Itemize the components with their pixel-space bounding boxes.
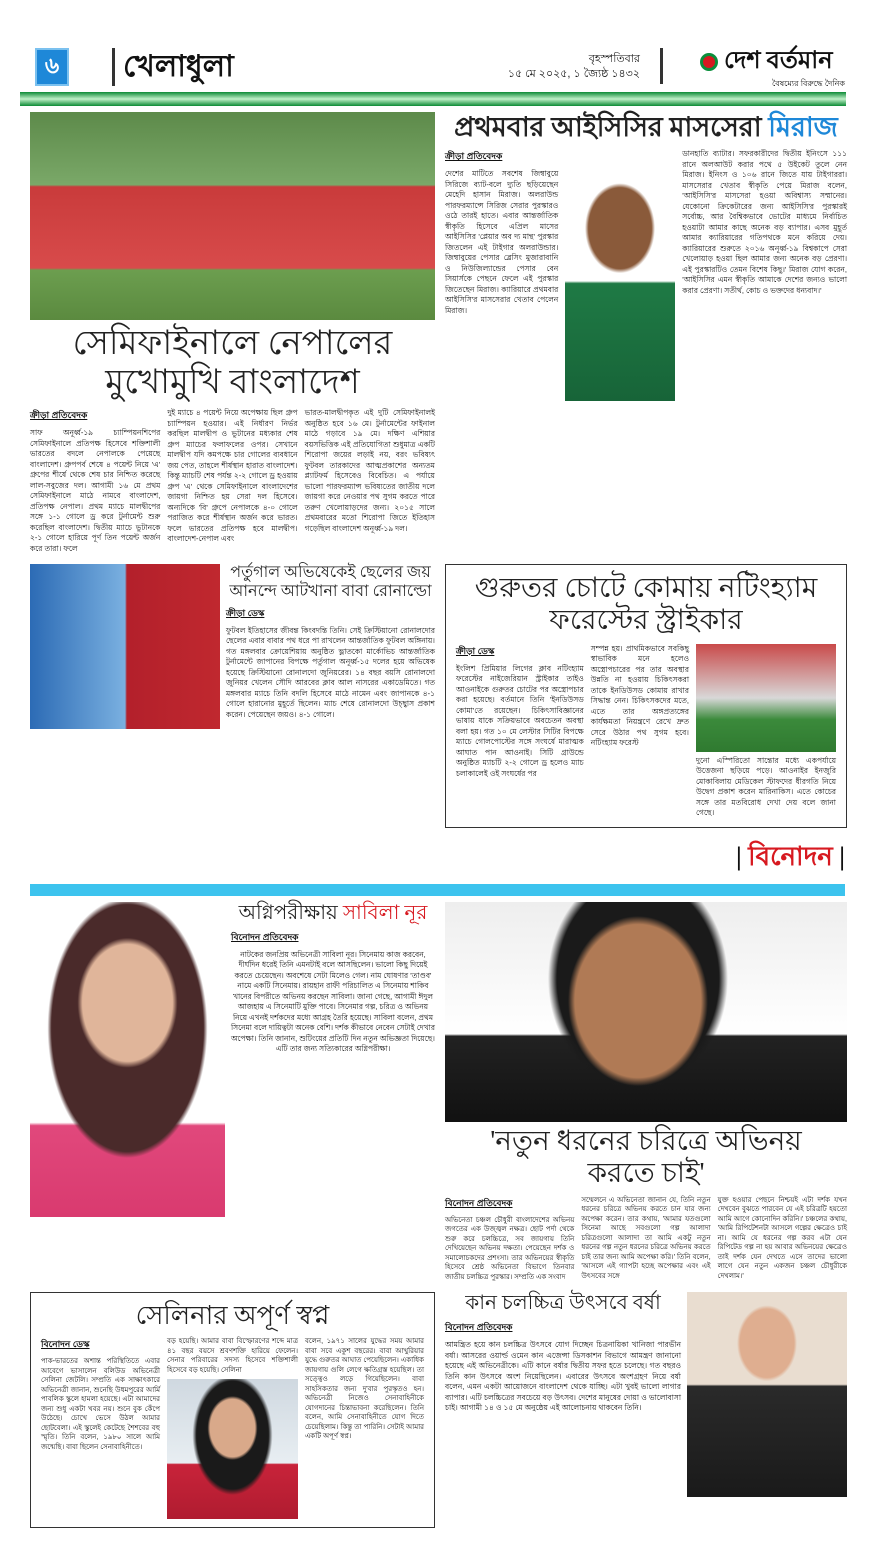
article-text: অভিনেতা চঞ্চল চৌধুরী বাংলাদেশের অভিনয় জগতের এক উজ্জ্বল নক্ষত্র। ছোট পর্দা থেকে শুরু করে চলচ্চিত্রে, সব জায়গায় তিনি দেখিয়েছেন অভিনয় দক্ষতা। পেয়েছেন দর্শক ও সমালোচকদের প্রশংসা। তার অভিনয়ের স্বীকৃতি হিসেবে শ্রেষ্ঠ অভিনেতা বিভাগে তিনবার জাতীয় চলচ্চিত্র পুরস্কার। সম্প্রতি এক সংবাদ [445,1216,575,1281]
article-text: দেশের মাটিতে সবশেষ জিম্বাবুয়ে সিরিজে ব্যাট-বলে দ্যুতি ছড়িয়েছেন মেহেদি হাসান মিরাজ। অলরাউন্ড পারফরম্যান্সে সিরিজ সেরার পুরস্কারও ওঠে তারই হাতে। এবার আন্তর্জাতিক স্বীকৃতি হিসেবে এপ্রিল মাসের আইসিসির 'প্লেয়ার অব দ্য মান্থ' পুরস্কার জিতলেন এই টাইগার অলরাউন্ডার। জিম্বাবুয়ের পেসার ব্লেসিং মুজারাবানি ও নিউজিল্যান্ডের পেসার বেন সিয়ার্সকে পেছনে ফেলে এই পুরস্কার জিতেছেন মিরাজ। ক্যারিয়ারে প্রথমবার আইসিসি'র মাসসেরার খেতাব পেলেন মিরাজ। [445,169,559,315]
nottingham-col2: সম্পন্ন হয়। প্রাথমিকভাবে সবকিছু স্বাভাবিক মনে হলেও অস্ত্রোপচারের পর তার অবস্থার উন্নতি না হওয়ায় চিকিৎসকরা তাকে ইনডিউসড কোমায় রাখার সিদ্ধান্ত নেন। চিকিৎসকদের মতে, এতে তার অঙ্গপ্রত্যঙ্গের কার্যক্ষমতা নিয়ন্ত্রণে রেখে দ্রুত সেরে উঠার পথ সুগম হবে। নটিংহ্যাম ফরেস্ট [590,643,689,748]
nottingham-col3: দুনো এস্পিরিতো সান্তোর মধ্যে একপর্যায়ে উত্তেজনা ছড়িয়ে পড়ে। আওনাইর ইনজুরি মোকাবিলায় মেডিকেল স্টাফদের ধীরগতি নিয়ে উদ্বেগ প্রকাশ করেন মারিনাকিস। এতে কোচের সঙ্গে তার মতবিরোধ দেখা দেয় বলে জানা গেছে। [696,755,836,818]
borsha-headline: কান চলচ্চিত্র উৎসবে বর্ষা [465,1292,661,1315]
miraj-col1 [445,149,558,316]
byline: ক্রীড়া প্রতিবেদক [30,410,88,421]
semifinal-headline [30,324,435,402]
miraj-photo [565,161,675,401]
miraj-headline [445,112,847,143]
selina-columns [41,1337,424,1519]
chanchal-photo [445,902,847,1122]
sabila-text [231,902,435,1055]
byline: ক্রীড়া ডেস্ক [456,645,495,656]
headline-text: অগ্নিপরীক্ষায় [238,901,338,924]
entertainment-bottom-row [30,1292,845,1528]
nottingham-columns [456,644,836,819]
ronaldo-text [226,564,435,720]
ronaldo-article [30,564,435,729]
headline-line: আনন্দে আটখানা বাবা রোনাল্ডো [229,582,432,600]
article-text: ইংলিশ প্রিমিয়ার লিগের ক্লাব নটিংহ্যাম ফরেস্টের নাইজেরিয়ান স্ট্রাইকার তাইও আওনাইকে গুরুতর চোটের পর অস্ত্রোপচার করা হয়েছে। বর্তমানে তিনি 'ইনডিউসড কোমা'তে রয়েছেন। চিকিৎসাবিজ্ঞানের ভাষায় যাকে সক্রিয়ভাবে অবচেতন অবস্থা বলা হয়। গত ১০ মে লেস্টার সিটির বিপক্ষে ম্যাচে গোলপোস্টের সঙ্গে সংঘর্ষে মারাত্মক আঘাত পান আওনাই। সিটি গ্রাউন্ডে অনুষ্ঠিত ম্যাচটি ২-২ গোলে ড্র হলেও ম্যাচ চলাকালেই ওই সংঘর্ষের পর [456,663,584,778]
headline-line: গুরুতর চোটে কোমায় নটিংহ্যাম [474,573,818,605]
header-divider [660,48,663,84]
chanchal-headline [445,1126,847,1190]
chanchal-columns [445,1196,847,1283]
byline: বিনোদন প্রতিবেদক [231,931,299,942]
issue-date-text: ১৫ মে ২০২৫, ১ জ্যৈষ্ঠ ১৪৩২ [507,68,640,80]
sabila-article [30,902,435,1217]
tagline: বৈষম্যের বিরুদ্ধে দৈনিক [772,79,845,88]
chanchal-col1 [445,1196,574,1283]
article-text: আমন্ত্রিত হয়ে কান চলচ্চিত্র উৎসবে যোগ দিচ্ছেন চিত্রনায়িকা খানিজা পারভীন বর্ষা। আসরের ওয়ার্ল্ড ওমেন কান এজেন্সা ডিসকাশন বিভাগে আমন্ত্রণ জানানো হয়েছে এই অভিনেত্রীকে। এটি কানে বর্ষার দ্বিতীয় সফর হতে চলেছে। গত বছরও তিনি কান উৎসবে অংশ নিয়েছিলেন। এবারের উৎসবে অংশগ্রহণ নিয়ে বর্ষা বলেন, এমন একটা আয়োজনে বাংলাদেশ থেকে যাচ্ছি। এটা খুবই ভালো লাগার ব্যাপার। এটি চলচ্চিত্রের সবচেয়ে বড় উৎসব। দেশের মানুষের দোয়া ও ভালোবাসা চাই। আগামী ১৪ ও ১৫ মে অনুষ্ঠেয় এই আলোচনায় থাকবেন তিনি। [445,1340,681,1413]
newspaper-logo [700,46,833,76]
logo-text: দেশ বর্তমান [724,48,833,74]
sabila-photo [30,902,225,1217]
byline: বিনোদন ডেস্ক [41,1339,90,1350]
byline: বিনোদন প্রতিবেদক [445,1197,513,1208]
logo-emblem-icon [700,53,718,71]
article-text: পাক-ভারতের অশান্ত পরিস্থিতিতে এবার আবেগে ভাসালেন বলিউড অভিনেত্রী সেলিনা জেটলি। সম্প্রতি এক সাক্ষাৎকারে অভিনেত্রী জানান, শুনেছি উধমপুরের আর্মি পাবলিক স্কুলে হামলা হয়েছে। এটা আমাদের জন্য শুধু একটা খবর নয়। শুনে বুক কেঁপে উঠেছে। চোখে ভেসে উঠল আমার ছোটবেলা। এই স্কুলেই কেটেছে শৈশবের বহু স্মৃতি। তিনি বলেন, ১৯৮০ সালে আমি জন্মেছি। বাবা ছিলেন সেনাবাহিনীতে। [41,1358,161,1451]
headline-accent: সাবিলা নূর [342,901,428,924]
entertainment-bar [30,884,845,896]
headline-line: ফরেস্টের স্ট্রাইকার [549,605,743,637]
selina-headline: সেলিনার অপূর্ণ স্বপ্ন [135,1301,330,1331]
entertainment-section-label: | বিনোদন | [735,841,845,871]
nottingham-photo-col [696,644,836,819]
nottingham-article-box [445,564,847,827]
nottingham-col1 [456,644,584,780]
selina-col2-top: বড় হয়েছি। আমার বাবা বিস্ফোরণের শব্দে মাত্র ৪১ বছর বয়সে শ্রবণশক্তি হারিয়ে ফেলেন। সেনার পরিবারের সদস্য হিসেবে শক্তিশালী হিসেবে বড় হয়েছি। সেলিনা [167,1338,298,1374]
headline-accent: মিরাজ [768,112,838,142]
sports-bottom-row [30,564,845,827]
miraj-col2: ডানহাতি ব্যাটার। সফরকারীদের দ্বিতীয় ইনিংসে ১১১ রানে অলআউট করার পথে ৫ উইকেট তুলে নেন মিরাজ। ইনিংস ও ১০৬ রানে জিতে যায় টাইগাররা। মাসসেরার খেতাব স্বীকৃতি পেয়ে মিরাজ বলেন, 'আইসিসি'র মাসসেরা হওয়া অবিশ্বাস্য সম্মানের। যেকোনো ক্রিকেটারের জন্য আইসিসি'র পুরস্কারই সর্বোচ্চ, আর বৈশ্বিকভাবে ভোটের মাধ্যমে নির্বাচিত হওয়াটা আমার কাছে অনেক বড় ব্যাপার। এসব মুহূর্ত আমার ক্যারিয়ারের গতিপথকে মনে করিয়ে দেয়। ক্যারিয়ারের শুরুতে ২০১৬ অনূর্ধ্ব-১৯ বিশ্বকাপে সেরা খেলোয়াড় হওয়া ছিল আমার জন্য অনেক বড় প্রেরণা। এই পুরস্কারটিও তেমন বিশেষ কিছু।' মিরাজ যোগ করেন, 'আইসিসির এমন স্বীকৃতি আমাকে দেশের জন্যও ভালো করার প্রেরণা। সতীর্থ, কোচ ও ভক্তদের ধন্যবাদ।' [682,149,847,295]
semi-col1 [30,408,160,554]
semi-columns [30,408,435,554]
semi-col3: ভারত-মালদ্বীপকৃত এই দুটি সেমিফাইনালই অনুষ্ঠিত হবে ১৬ মে। টুর্নামেন্টের ফাইনাল মাঠে গড়াবে ১৯ মে। দক্ষিণ এশিয়ার বয়সভিত্তিক এই প্রতিযোগিতা শুধুমাত্র একটি শিরোপা জয়ের লড়াই নয়, বরং ভবিষ্যৎ ফুটবল তারকাদের আত্মপ্রকাশের অন্যতম প্ল্যাটফর্ম হিসেবেও বিবেচিত। এ পর্যায়ে ভালো পারফরম্যান্স ভবিষ্যতের জাতীয় দলে জায়গা করে নেওয়ার পথ সুগম করতে পারে তরুণ খেলোয়াড়দের জন্য। ২০১৫ সালে প্রথমবারের মতো শিরোপা জিতে ইতিহাস গড়েছিল বাংলাদেশ অনূর্ধ্ব-১৯ দল। [304,408,435,533]
chanchal-col3: যুক্ত হওয়ার পেছনে নিশ্চয়ই এটা দর্শক যখন দেখবেন বুঝতে পারবেন যে এই চরিত্রটি হয়তো আমি আগে কোনোদিন করিনি।' চঞ্চলের কথায়, 'আমি রিপিটেশনটা আসলে গল্পের ক্ষেত্রেও চাই না। আমি যে ধরনের গল্প করব এটা যেন রিপিটেড গল্প না হয় আবার অভিনয়ের ক্ষেত্রেও তাই দর্শক যেন দেখতে এসে তাদের ভালো লাগে যেন নতুন একজন চঞ্চল চৌধুরীকে দেখলাম।' [717,1196,847,1280]
headline-text: প্রথমবার আইসিসির মাসসেরা [454,112,762,142]
borsha-photo [687,1292,847,1497]
miraj-columns [445,149,847,401]
section-title: খেলাধুলা [112,48,234,86]
section-label-text: বিনোদন [748,841,833,871]
headline-line: পর্তুগাল অভিষেকেই ছেলের জয় [230,564,431,582]
nottingham-photo [696,644,836,752]
ronaldo-photo [30,564,220,729]
byline: বিনোদন প্রতিবেদক [445,1322,513,1333]
sports-top-row [30,112,845,554]
header-green-bar [20,92,846,106]
byline: ক্রীড়া প্রতিবেদক [445,151,503,162]
page-number: ৬ [35,48,69,86]
borsha-text [445,1292,681,1414]
selina-col1 [41,1337,160,1452]
semifinal-article [30,112,435,554]
selina-photo [167,1379,298,1519]
article-text: নাটকের জনপ্রিয় অভিনেত্রী সাবিলা নূর। সিনেমায় কাজ করবেন, দীর্ঘদিন ধরেই তিনি এমনটাই বলে আসছিলেন। ভালো কিছু দিয়েই করতে চেয়েছেন। অবশেষে সেটা মিলেও গেল। নাম ঘোষণার 'তাণ্ডব' নামে একটি সিনেমায়। রায়হান রাফী পরিচালিত এ সিনেমায় শাকিব খানের বিপরীতে অভিনয় করছেন সাবিলা। জানা গেছে, আগামী ঈদুল আজহায় এ সিনেমাটি মুক্তি পাবে। সিনেমার গল্প, চরিত্র ও অভিনয় নিয়ে এখনই দর্শকদের মধ্যে আগ্রহ তৈরি হয়েছে। সাবিলা বলেন, প্রথম সিনেমা বলে দায়িত্বটা অনেক বেশি। দর্শক কীভাবে নেবেন সেটাই দেখার অপেক্ষা। তিনি জানান, শুটিংয়ের প্রতিটি দিন নতুন অভিজ্ঞতা দিয়েছে। এটি তার জন্য সত্যিকারের অগ্নিপরীক্ষা। [231,949,435,1054]
article-text: ফুটবল ইতিহাসের জীবন্ত কিংবদন্তি তিনি। সেই ক্রিস্টিয়ানো রোনালদোর ছেলের এবার বাবার পথ ধরে পা রাখলেন আন্তর্জাতিক ফুটবল অঙ্গিনায়। গত মঙ্গলবার ক্রোয়েশিয়ায় অনুষ্ঠিত ভ্লাতকো মার্কোভিচ আন্তর্জাতিক টুর্নামেন্টে জাপানের বিপক্ষে পর্তুগাল অনূর্ধ্ব-১৫ দলের হয়ে অভিষেক হয়েছে ক্রিস্টিয়ানো রোনালদো জুনিয়রের। ১৪ বছর বয়সি রোনালদো জুনিয়র খেলেন সৌদি আরবের ক্লাব আল নাসরের একাডেমিতে। গত মঙ্গলবার ম্যাচে তিনি বদলি হিসেবে মাঠে নামেন এবং জাপানকে ৪-১ গোলে হারানোর মুহূর্তে ছিলেন। ম্যাচ শেষে রোনালদো উচ্ছ্বাস প্রকাশ করেন। পেয়েছেন জয়ও। ৪-১ গোলে। [226,625,435,719]
entertainment-top-row [30,902,845,1283]
miraj-article [445,112,847,401]
headline-line: সেমিফাইনালে নেপালের [72,325,393,362]
semi-col2: দুই ম্যাচে ৪ পয়েন্ট নিয়ে অপেক্ষায় ছিল গ্রুপ চ্যাম্পিয়ন হওয়ার। এই নির্ধারণ নির্ভর করছিল মালদ্বীপ ও ভুটানের মধ্যকার শেষ গ্রুপ ম্যাচের ফলাফলের ওপর। সেখানে মালদ্বীপ যদি কমপক্ষে চার গোলের ব্যবধানে জয় পেত, তাহলে শীর্ষস্থান হারাত বাংলাদেশ। কিন্তু ম্যাচটি শেষ পর্যন্ত ২-২ গোলে ড্র হওয়ায় গ্রুপ 'এ' থেকে সেমিফাইনালে বাংলাদেশের জায়গা নিশ্চিত হয় সেরা দল হিসেবে। অন্যদিকে 'বি' গ্রুপে নেপালকে ৪-০ গোলে পরাজিত করে শীর্ষস্থান অর্জন করে ভারত। ফলে ভারতের প্রতিপক্ষ হবে মালদ্বীপ। বাংলাদেশ-নেপাল এবং [167,408,298,544]
ronaldo-headline [226,564,435,601]
issue-date [490,52,640,82]
byline: ক্রীড়া ডেস্ক [226,607,265,618]
headline-line: মুখোমুখি বাংলাদেশ [105,364,360,402]
article-text: সাফ অনূর্ধ্ব-১৯ চ্যাম্পিয়নশিপের সেমিফাইনালে প্রতিপক্ষ হিসেবে শক্তিশালী ভারতের বদলে নেপালকে পেয়েছে বাংলাদেশ। গ্রুপপর্ব শেষে ৪ পয়েন্ট নিয়ে 'এ' গ্রুপের শীর্ষে থেকে শেষ চার নিশ্চিত করেছে লাল-সবুজের দল। আগামী ১৬ মে প্রথম সেমিফাইনালে মাঠে নামবে বাংলাদেশ, প্রতিপক্ষ নেপাল। প্রথম ম্যাচে মালদ্বীপের সঙ্গে ১-১ গোলে ড্র করে টুর্নামেন্ট শুরু করেছিল বাংলাদেশ। দ্বিতীয় ম্যাচে ভুটানকে ২-১ গোলে হারিয়ে পূর্ণ তিন পয়েন্ট অর্জন করে তারা। ফলে [30,428,161,553]
chanchal-col2: সম্মেলনে এ অভিনেতা জানান যে, তিনি নতুন ধরনের চরিত্রে অভিনয় করতে চান যার জন্য অপেক্ষা করেন। তার কথায়, 'আমার যতগুলো সিনেমা আছে সবগুলো গল্প আলাদা চরিত্রগুলো আলাদা তা আমি একটু নতুন ধরনের গল্প নতুন ধরনের চরিত্রে অভিনয় করতে চাই তার জন্য আমি অপেক্ষা করি।' তিনি বলেন, 'আসলে এই গ্যাপটা হচ্ছে অপেক্ষার এবং এই উৎসবের সঙ্গে [581,1196,711,1280]
chanchal-article [445,902,847,1283]
borsha-article [445,1292,847,1497]
sabila-headline [231,902,435,925]
selina-col2 [167,1337,298,1519]
headline-line: 'নতুন ধরনের চরিত্রে অভিনয় [490,1125,802,1157]
team-photo [30,112,435,320]
nottingham-headline [456,573,836,637]
headline-line: করতে চাই' [587,1157,705,1189]
selina-article-box [30,1292,435,1528]
issue-day: বৃহস্পতিবার [588,53,640,65]
selina-col3: বলেন, ১৯৭১ সালের যুদ্ধের সময় আমার বাবা সবে একুশ বছরের। বাবা আখুরিয়ার যুদ্ধে গুরুতর আঘাত পেয়েছিলেন। একাধিক জায়গায় গুলি লেগে ক্ষতিগ্রস্ত হয়েছিল। তা সত্ত্বেও লড়ে গিয়েছিলেন। বাবা সাহসিকতার জন্য দু'বার পুরস্কৃতও হন। অভিনেত্রী নিজেও সেনাবাহিনীকে যোগদানের চিন্তাভাবনা করেছিলেন। তিনি বলেন, আমি সেনাবাহিনীতে যোগ দিতে চেয়েছিলাম। কিন্তু তা পারিনি। সেটাই আমার একটি অপূর্ণ স্বপ্ন। [304,1338,424,1441]
